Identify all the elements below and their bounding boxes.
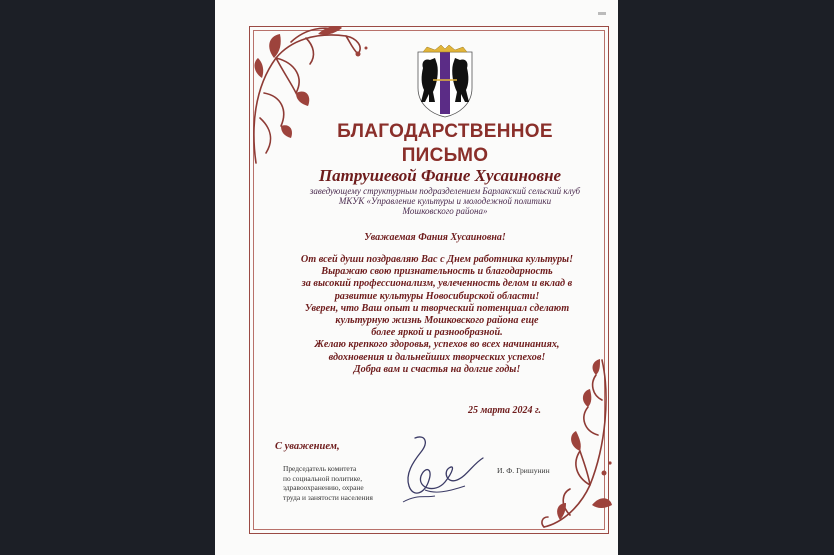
letter-date: 25 марта 2024 г. bbox=[468, 405, 542, 416]
recipient-position bbox=[290, 186, 600, 216]
body-line: культурную жизнь Мошковского района еще bbox=[335, 315, 539, 327]
body-line: развитие культуры Новосибирской области! bbox=[334, 290, 540, 302]
letter-heading-line1: БЛАГОДАРСТВЕННОЕ bbox=[337, 121, 553, 142]
salutation: Уважаемая Фания Хусаиновна! bbox=[364, 232, 506, 243]
body-line: Выражаю свою признательность и благодарность bbox=[321, 266, 553, 278]
letter-heading-line2: ПИСЬМО bbox=[401, 145, 489, 166]
closing-phrase: С уважением, bbox=[275, 441, 340, 452]
body-line: за высокий профессионализм, увлеченность делом и вклад в bbox=[301, 278, 573, 290]
signer-name: И. Ф. Гришунин bbox=[497, 466, 550, 475]
signer-title-line: по социальной политике, bbox=[283, 473, 363, 483]
coat-of-arms-icon bbox=[415, 44, 475, 118]
body-line: Добра вам и счастья на долгие годы! bbox=[353, 363, 521, 375]
subtitle-line: заведующему структурным подразделением Барлакский сельский клуб bbox=[309, 186, 581, 196]
subtitle-line: МКУК «Управление культуры и молодежной политики bbox=[338, 196, 552, 206]
body-line: вдохновения и дальнейших творческих успехов! bbox=[328, 351, 546, 363]
signer-title-line: здравоохранению, охране bbox=[283, 483, 364, 493]
body-line: Желаю крепкого здоровья, успехов во всех начинаниях, bbox=[314, 339, 560, 351]
signature-icon bbox=[395, 428, 490, 508]
letter-body bbox=[262, 254, 612, 376]
signer-title bbox=[283, 464, 373, 502]
body-line: От всей души поздравляю Вас с Днем работника культуры! bbox=[300, 254, 574, 265]
scan-artifact bbox=[598, 12, 606, 15]
recipient-name: Патрушевой Фание Хусаиновне bbox=[318, 166, 562, 185]
floral-ornament-bottom-right-icon bbox=[540, 355, 615, 535]
subtitle-line: Мошковского района» bbox=[402, 206, 488, 216]
signer-title-line: Председатель комитета bbox=[283, 464, 357, 473]
body-line: более яркой и разнообразной. bbox=[371, 327, 503, 339]
body-line: Уверен, что Ваш опыт и творческий потенциал сделают bbox=[304, 302, 570, 314]
signer-title-line: труда и занятости населения bbox=[283, 492, 373, 502]
